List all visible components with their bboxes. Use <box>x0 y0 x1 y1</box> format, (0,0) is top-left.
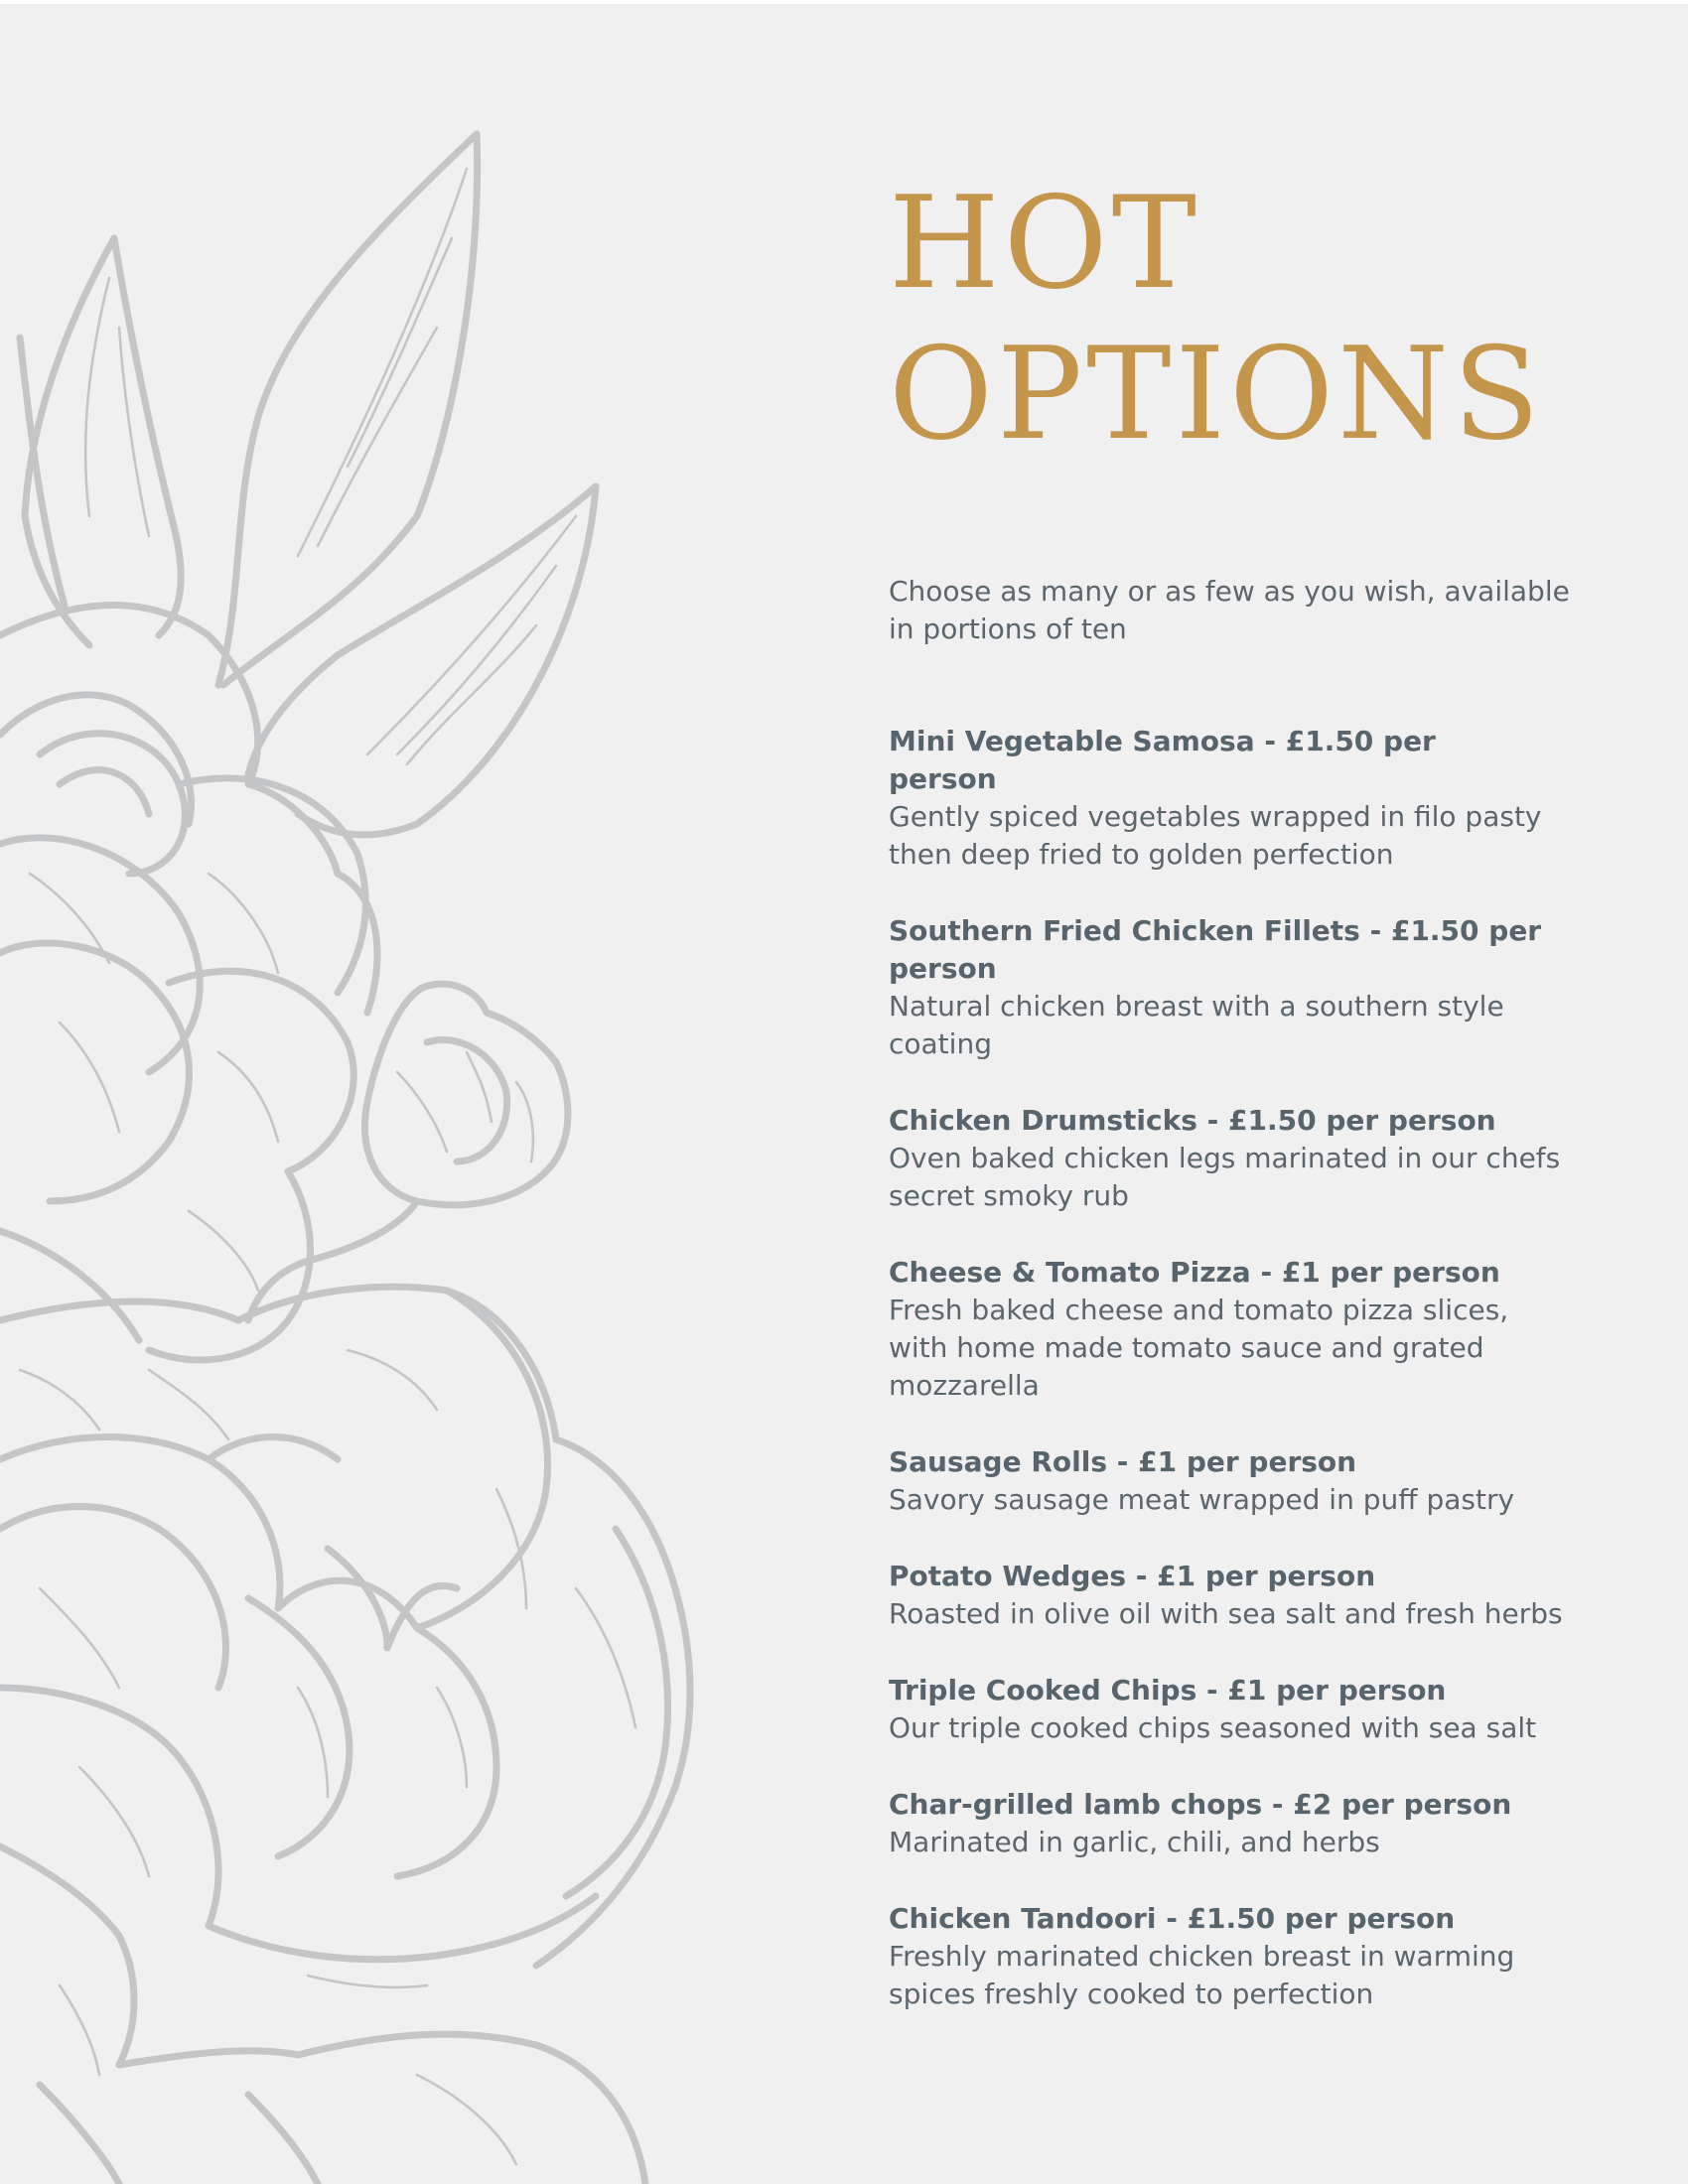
menu-item-title: Char-grilled lamb chops - £2 per person <box>889 1788 1512 1821</box>
menu-item-description: Fresh baked cheese and tomato pizza slices, with home made tomato sauce and grated mozzarella <box>889 1294 1509 1402</box>
menu-item-description: Freshly marinated chicken breast in warming spices freshly cooked to perfection <box>889 1940 1515 2010</box>
menu-item <box>889 723 1584 874</box>
menu-item-description: Marinated in garlic, chili, and herbs <box>889 1826 1380 1858</box>
menu-item <box>889 1443 1584 1519</box>
menu-item-title: Cheese & Tomato Pizza - £1 per person <box>889 1256 1500 1289</box>
menu-item <box>889 1254 1584 1405</box>
menu-item <box>889 1900 1584 2013</box>
menu-item <box>889 912 1584 1063</box>
menu-item-title: Chicken Tandoori - £1.50 per person <box>889 1902 1456 1935</box>
floral-illustration <box>0 0 755 2184</box>
menu-item-title: Triple Cooked Chips - £1 per person <box>889 1674 1447 1706</box>
title-line-hot: HOT <box>889 170 1200 318</box>
menu-item <box>889 1558 1584 1633</box>
menu-item-description: Natural chicken breast with a southern style coating <box>889 990 1504 1060</box>
menu-item-title: Mini Vegetable Samosa - £1.50 per person <box>889 725 1436 795</box>
menu-item-description: Gently spiced vegetables wrapped in filo pasty then deep fried to golden perfection <box>889 800 1542 871</box>
menu-item-title: Potato Wedges - £1 per person <box>889 1560 1376 1592</box>
title-line-options: OPTIONS <box>889 321 1544 469</box>
menu-item-description: Oven baked chicken legs marinated in our chefs secret smoky rub <box>889 1142 1561 1212</box>
menu-item-title: Southern Fried Chicken Fillets - £1.50 per person <box>889 914 1542 985</box>
menu-item-title: Chicken Drumsticks - £1.50 per person <box>889 1104 1496 1137</box>
menu-item-description: Savory sausage meat wrapped in puff pastry <box>889 1483 1515 1516</box>
menu-item-description: Our triple cooked chips seasoned with sea salt <box>889 1711 1537 1744</box>
intro-text: Choose as many or as few as you wish, available in portions of ten <box>889 575 1570 645</box>
menu-item <box>889 1102 1584 1215</box>
menu-item-title: Sausage Rolls - £1 per person <box>889 1445 1357 1478</box>
menu-content <box>889 169 1584 2052</box>
menu-item <box>889 1786 1584 1861</box>
menu-title <box>889 169 1584 471</box>
menu-item <box>889 1672 1584 1747</box>
menu-items <box>889 723 1584 2013</box>
menu-item-description: Roasted in olive oil with sea salt and fresh herbs <box>889 1597 1563 1630</box>
